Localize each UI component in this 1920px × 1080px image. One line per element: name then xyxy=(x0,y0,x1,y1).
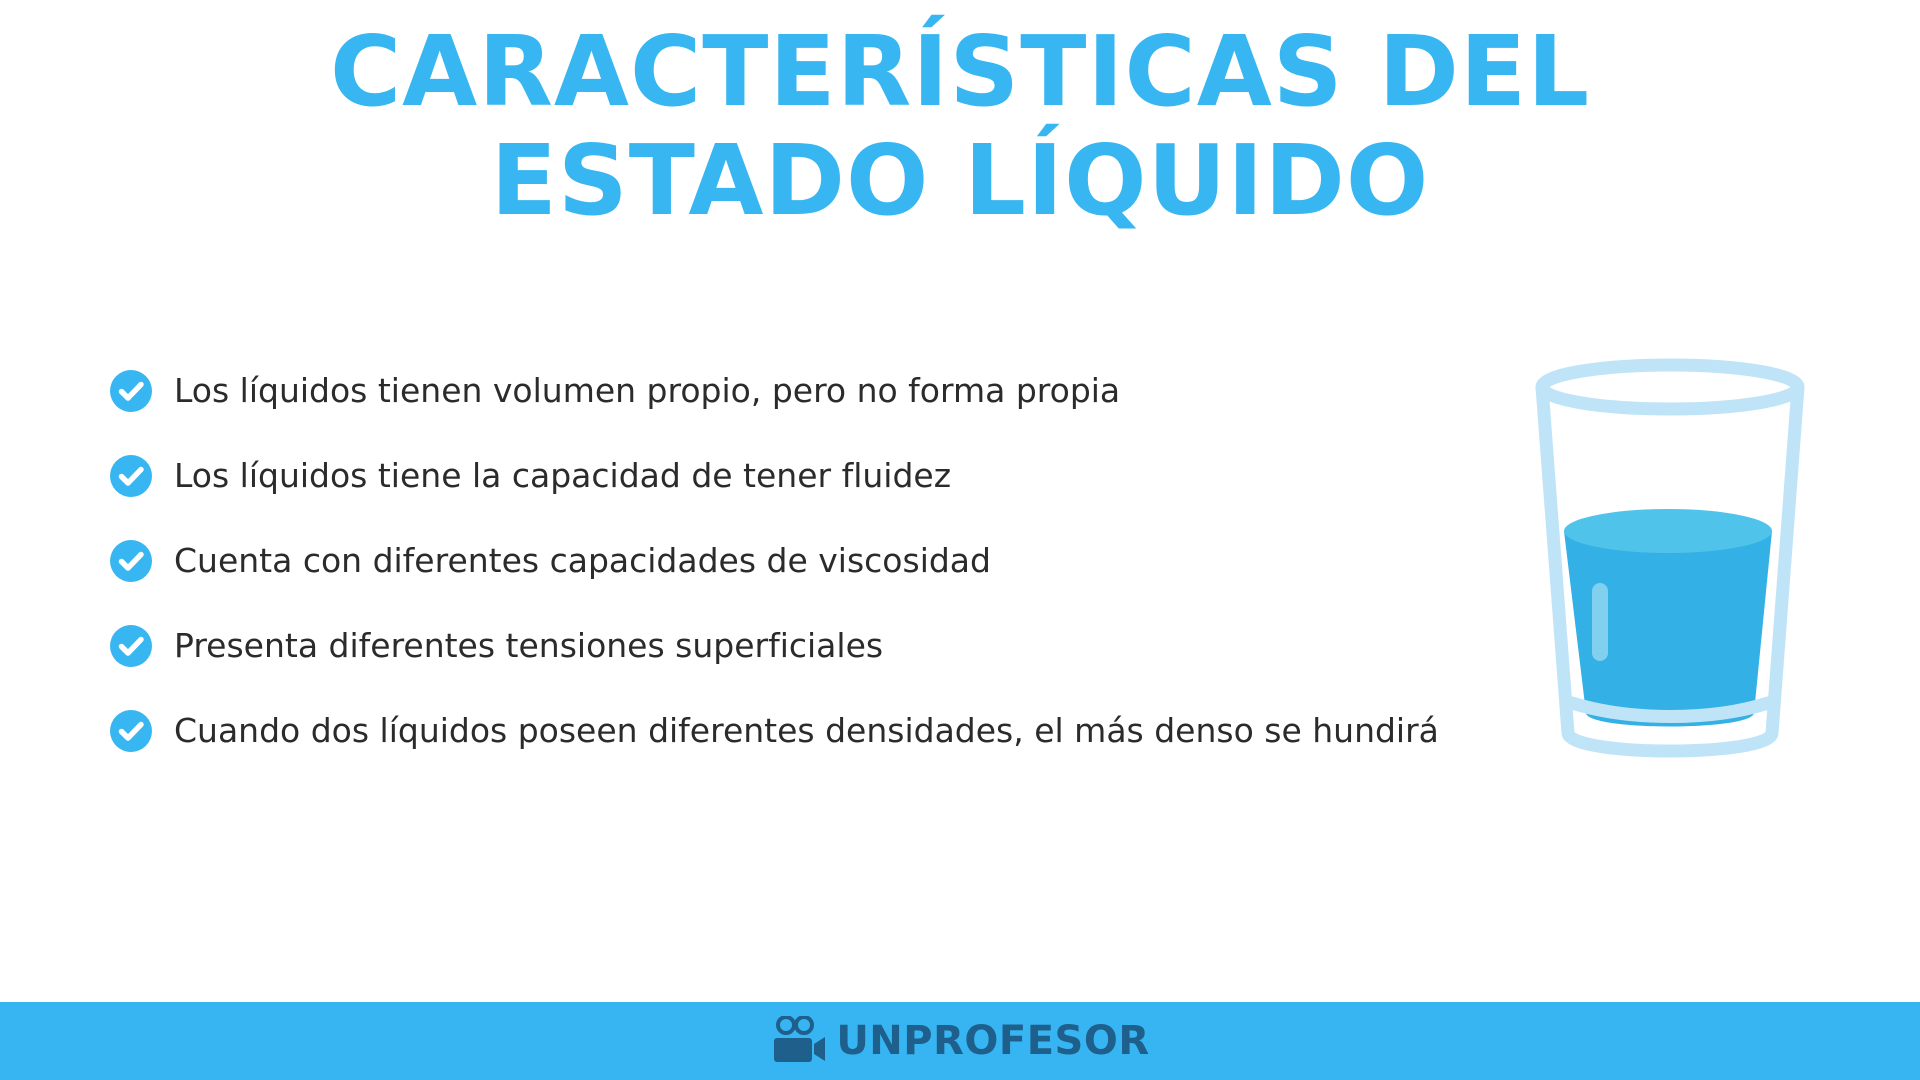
title-line-2: ESTADO LÍQUIDO xyxy=(490,123,1430,237)
list-item xyxy=(110,540,1540,582)
check-circle-icon xyxy=(110,455,152,497)
list-item-label: Cuenta con diferentes capacidades de viscosidad xyxy=(174,541,991,581)
page-title xyxy=(0,15,1920,237)
list-item-label: Presenta diferentes tensiones superficiales xyxy=(174,626,884,666)
list-item xyxy=(110,710,1540,752)
check-circle-icon xyxy=(110,710,152,752)
characteristics-list xyxy=(110,370,1540,752)
brand-name: UNPROFESOR xyxy=(836,1018,1150,1064)
glass-icon xyxy=(1520,345,1820,775)
check-circle-icon xyxy=(110,370,152,412)
list-item xyxy=(110,370,1540,412)
list-item-label: Los líquidos tienen volumen propio, pero no forma propia xyxy=(174,371,1121,411)
list-item-label: Cuando dos líquidos poseen diferentes densidades, el más denso se hundirá xyxy=(174,711,1439,751)
title-line-1: CARACTERÍSTICAS DEL xyxy=(329,15,1590,128)
list-item-label: Los líquidos tiene la capacidad de tener fluidez xyxy=(174,456,952,496)
check-circle-icon xyxy=(110,540,152,582)
glass-of-water-illustration xyxy=(1520,345,1820,775)
film-camera-icon xyxy=(770,1016,826,1066)
list-item xyxy=(110,625,1540,667)
check-circle-icon xyxy=(110,625,152,667)
list-item xyxy=(110,455,1540,497)
brand-logo xyxy=(0,1002,1920,1080)
